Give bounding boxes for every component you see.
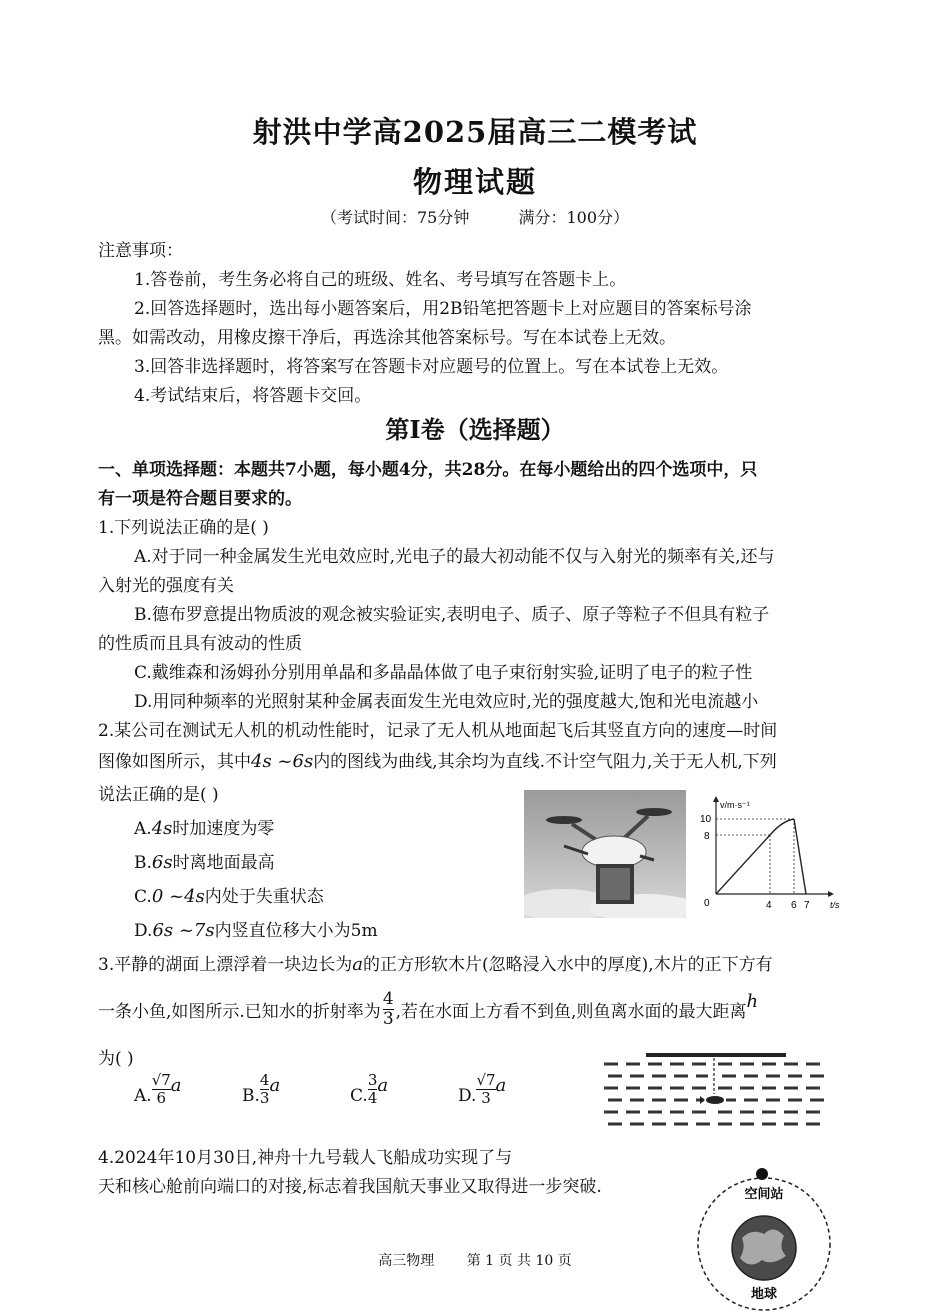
q2-stem-1: 2.某公司在测试无人机的机动性能时，记录了无人机从地面起飞后其竖直方向的速度—时间 [98, 721, 778, 741]
space-station-label: 空间站 [744, 1186, 784, 1201]
exam-info [0, 205, 950, 228]
graph-tick-6: 6 [791, 900, 797, 911]
section-title: 第I卷（选择题） [385, 415, 565, 444]
section-intro-2: 有一项是符合题目要求的。 [98, 489, 302, 509]
q4-line-2: 天和核心舱前向端口的对接,标志着我国航天事业又取得进一步突破. [98, 1177, 602, 1197]
q2-stem-3: 说法正确的是( ) [98, 785, 219, 805]
q1-option-a-2: 入射光的强度有关 [98, 576, 234, 596]
graph-tick-10: 10 [700, 814, 712, 825]
space-station-icon [756, 1168, 768, 1180]
q3-option-d: D. $\frac{√7}{3}$ a [458, 1071, 507, 1107]
q2-option-a: A.4s时加速度为零 [134, 818, 275, 839]
q1-stem: 1.下列说法正确的是( ) [98, 518, 269, 538]
note-1: 1.答卷前，考生务必将自己的班级、姓名、考号填写在答题卡上。 [134, 270, 627, 290]
q1-option-b-2: 的性质而且具有波动的性质 [98, 634, 302, 654]
graph-tick-4: 4 [766, 900, 772, 911]
q3-stem-1: 3.平静的湖面上漂浮着一块边长为a的正方形软木片(忽略浸入水中的厚度),木片的正下方有 [98, 954, 773, 975]
velocity-time-graph [696, 790, 846, 915]
q3-option-b: B. $\frac{4}{3}$ a [242, 1071, 281, 1107]
q1-option-d: D.用同种频率的光照射某种金属表面发生光电效应时,光的强度越大,饱和光电流越小 [134, 692, 759, 712]
q3-stem-3: 为( ) [98, 1049, 134, 1069]
q1-option-b-1: B.德布罗意提出物质波的观念被实验证实,表明电子、质子、原子等粒子不但具有粒子 [134, 605, 770, 625]
graph-xlabel: t/s [830, 900, 840, 910]
fish-icon [706, 1096, 724, 1104]
orbit-figure [690, 1162, 842, 1314]
graph-line-6-7 [794, 819, 806, 894]
page-footer [0, 1250, 950, 1270]
graph-origin: 0 [704, 898, 710, 909]
graph-tick-7: 7 [804, 900, 810, 911]
graph-tick-8: 8 [704, 831, 710, 842]
q2-stem-math: 4s ~6s [251, 751, 314, 772]
note-2a: 2.回答选择题时，选出每小题答案后，用2B铅笔把答题卡上对应题目的答案标号涂 [134, 299, 752, 319]
q3-option-c: C. $\frac{3}{4}$ a [350, 1071, 389, 1107]
q2-option-c: C.0 ~4s内处于失重状态 [134, 886, 324, 907]
exam-time: （考试时间：75分钟 [320, 208, 470, 227]
q2-option-d: D.6s ~7s内竖直位移大小为5m [134, 920, 378, 941]
graph-ylabel: v/m·s⁻¹ [720, 800, 750, 810]
q3-stem-2: 一条小鱼,如图所示.已知水的折射率为 $\frac{4}{3}$ ,若在水面上方看不到鱼,则鱼离水面的最大距离 h [98, 988, 759, 1029]
graph-line-0-4 [716, 835, 770, 894]
q1-option-a-1: A.对于同一种金属发生光电效应时,光电子的最大初动能不仅与入射光的频率有关,还与 [134, 547, 775, 567]
q1-option-c: C.戴维森和汤姆孙分别用单晶和多晶晶体做了电子束衍射实验,证明了电子的粒子性 [134, 663, 753, 683]
q2-option-b: B.6s时离地面最高 [134, 852, 275, 873]
note-3: 3.回答非选择题时，将答案写在答题卡对应题号的位置上。写在本试卷上无效。 [134, 357, 729, 377]
footer-subject: 高三物理 [378, 1253, 435, 1269]
q4-line-1: 4.2024年10月30日,神舟十九号载人飞船成功实现了与 [98, 1148, 513, 1168]
note-4: 4.考试结束后，将答题卡交回。 [134, 386, 372, 406]
notes-heading: 注意事项： [98, 241, 183, 261]
subject-title: 物理试题 [412, 165, 537, 199]
footer-page: 第 1 页 共 10 页 [466, 1253, 572, 1269]
section-intro-1: 一、单项选择题：本题共7小题，每小题4分，共28分。在每小题给出的四个选项中，只 [98, 460, 758, 480]
note-2b: 黑。如需改动，用橡皮擦干净后，再选涂其他答案标号。写在本试卷上无效。 [98, 328, 676, 348]
refractive-index-fraction: $\frac{4}{3}$ [382, 988, 394, 1029]
exam-title: 射洪中学高2025届高三二模考试 [252, 115, 698, 149]
q3-option-a: A. $\frac{√7}{6}$ a [134, 1071, 182, 1107]
q2-stem-2: 图像如图所示，其中4s ~6s内的图线为曲线,其余均为直线.不计空气阻力,关于无人机,下列 [98, 751, 777, 772]
drone-photo [524, 790, 686, 918]
lake-figure [600, 1050, 835, 1136]
earth-label: 地球 [750, 1286, 778, 1301]
exam-score: 满分：100分） [518, 208, 629, 227]
q3-options [134, 1072, 566, 1106]
graph-curve-4-6 [770, 819, 794, 835]
